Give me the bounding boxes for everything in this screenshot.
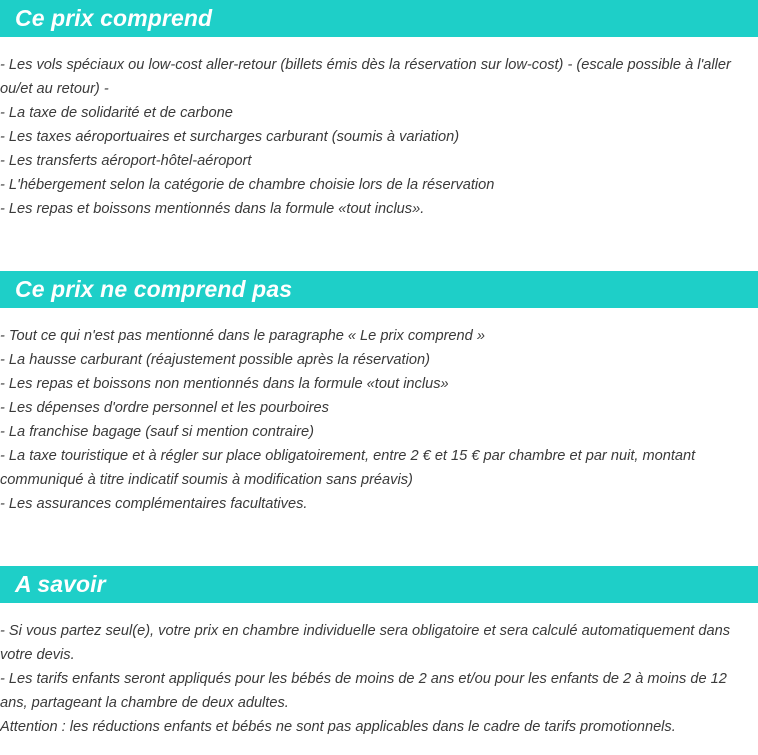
list-item: - Les repas et boissons mentionnés dans la formule «tout inclus». [0,201,425,217]
section-body [0,324,758,516]
section-title: A savoir [15,571,106,597]
section-good-to-know [0,566,758,739]
list-item: - Les transferts aéroport-hôtel-aéroport [0,153,252,169]
list-item: - La hausse carburant (réajustement possible après la réservation) [0,352,430,368]
section-body [0,53,758,221]
section-title: Ce prix ne comprend pas [15,276,293,302]
section-body [0,619,758,739]
list-item: - Les repas et boissons non mentionnés dans la formule «tout inclus» [0,376,449,392]
list-item: - Tout ce qui n'est pas mentionné dans le paragraphe « Le prix comprend » [0,328,485,344]
list-item: Attention : les réductions enfants et bébés ne sont pas applicables dans le cadre de tarifs promotionnels. [0,719,676,735]
list-item: - La franchise bagage (sauf si mention contraire) [0,424,314,440]
list-item: - Les taxes aéroportuaires et surcharges carburant (soumis à variation) [0,129,460,145]
list-item: - Les tarifs enfants seront appliqués pour les bébés de moins de 2 ans et/ou pour les enfants de 2 à moins de 12 ans, partageant la chambre de deux adultes. [0,671,727,711]
section-price-includes [0,0,758,221]
list-item: - Les vols spéciaux ou low-cost aller-retour (billets émis dès la réservation sur low-cost) - (escale possible à l'aller ou/et au retour) - [0,57,731,97]
section-title: Ce prix comprend [15,5,213,31]
list-item: - La taxe de solidarité et de carbone [0,105,233,121]
section-header [0,566,758,603]
section-price-excludes [0,271,758,516]
list-item: - Les dépenses d'ordre personnel et les pourboires [0,400,329,416]
list-item: - L'hébergement selon la catégorie de chambre choisie lors de la réservation [0,177,495,193]
section-header [0,271,758,308]
list-item: - Les assurances complémentaires facultatives. [0,496,308,512]
list-item: - La taxe touristique et à régler sur place obligatoirement, entre 2 € et 15 € par chambre et par nuit, montant communiqué à titre indicatif soumis à modification sans préavis) [0,448,696,488]
list-item: - Si vous partez seul(e), votre prix en chambre individuelle sera obligatoire et sera calculé automatiquement dans votre devis. [0,623,731,663]
section-header [0,0,758,37]
